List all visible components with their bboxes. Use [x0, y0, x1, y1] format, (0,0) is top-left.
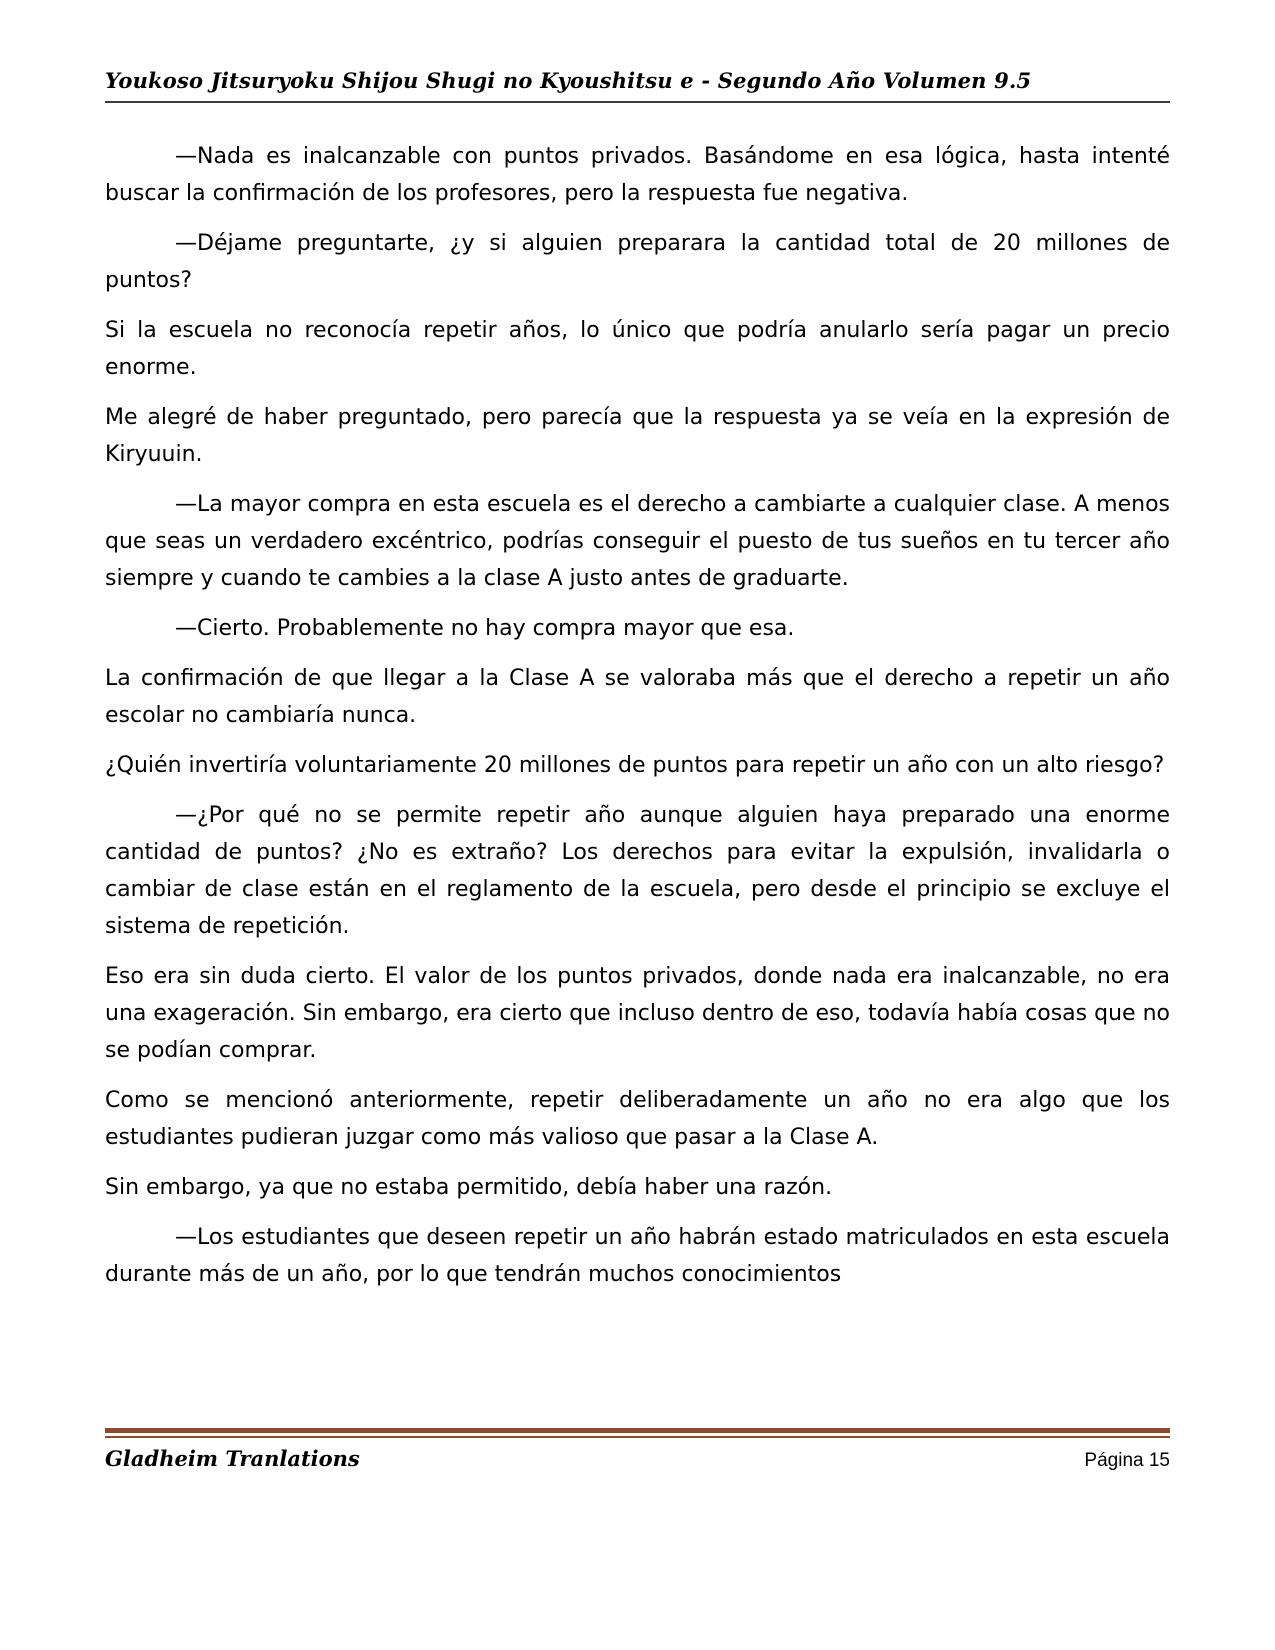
page-body	[105, 138, 1170, 1306]
header-title: Youkoso Jitsuryoku Shijou Shugi no Kyoushitsu e - Segundo Año Volumen 9.5	[105, 68, 1032, 93]
paragraph: —Déjame preguntarte, ¿y si alguien preparara la cantidad total de 20 millones de puntos?	[105, 231, 1170, 293]
paragraph: Sin embargo, ya que no estaba permitido, debía haber una razón.	[105, 1175, 833, 1200]
paragraph: ¿Quién invertiría voluntariamente 20 millones de puntos para repetir un año con un alto riesgo?	[105, 753, 1165, 778]
paragraph: —Los estudiantes que deseen repetir un año habrán estado matriculados en esta escuela durante más de un año, por lo que tendrán muchos conocimientos	[105, 1225, 1170, 1287]
paragraph: —Nada es inalcanzable con puntos privados. Basándome en esa lógica, hasta intenté buscar la confirmación de los profesores, pero la respuesta fue negativa.	[105, 144, 1170, 206]
page-header	[105, 68, 1170, 103]
footer-page-number: Página 15	[1084, 1450, 1170, 1471]
paragraph: La confirmación de que llegar a la Clase A se valoraba más que el derecho a repetir un año escolar no cambiaría nunca.	[105, 666, 1170, 728]
paragraph: —¿Por qué no se permite repetir año aunque alguien haya preparado una enorme cantidad de puntos? ¿No es extraño? Los derechos para evitar la expulsión, invalidarla o cambiar de clase están en el reglamento de la escuela, pero desde el principio se excluye el sistema de repetición.	[105, 803, 1170, 939]
paragraph: —La mayor compra en esta escuela es el derecho a cambiarte a cualquier clase. A menos que seas un verdadero excéntrico, podrías conseguir el puesto de tus sueños en tu tercer año siempre y cuando te cambies a la clase A justo antes de graduarte.	[105, 492, 1170, 591]
footer-translator-credit: Gladheim Tranlations	[105, 1446, 360, 1471]
paragraph: Eso era sin duda cierto. El valor de los puntos privados, donde nada era inalcanzable, no era una exageración. Sin embargo, era cierto que incluso dentro de eso, todavía había cosas que no se podían comprar.	[105, 964, 1170, 1063]
paragraph: Si la escuela no reconocía repetir años, lo único que podría anularlo sería pagar un precio enorme.	[105, 318, 1170, 380]
footer-divider	[105, 1428, 1170, 1438]
paragraph: Como se mencionó anteriormente, repetir deliberadamente un año no era algo que los estudiantes pudieran juzgar como más valioso que pasar a la Clase A.	[105, 1088, 1170, 1150]
page-footer	[105, 1446, 1170, 1472]
paragraph: Me alegré de haber preguntado, pero parecía que la respuesta ya se veía en la expresión de Kiryuuin.	[105, 405, 1170, 467]
paragraph: —Cierto. Probablemente no hay compra mayor que esa.	[175, 616, 795, 641]
